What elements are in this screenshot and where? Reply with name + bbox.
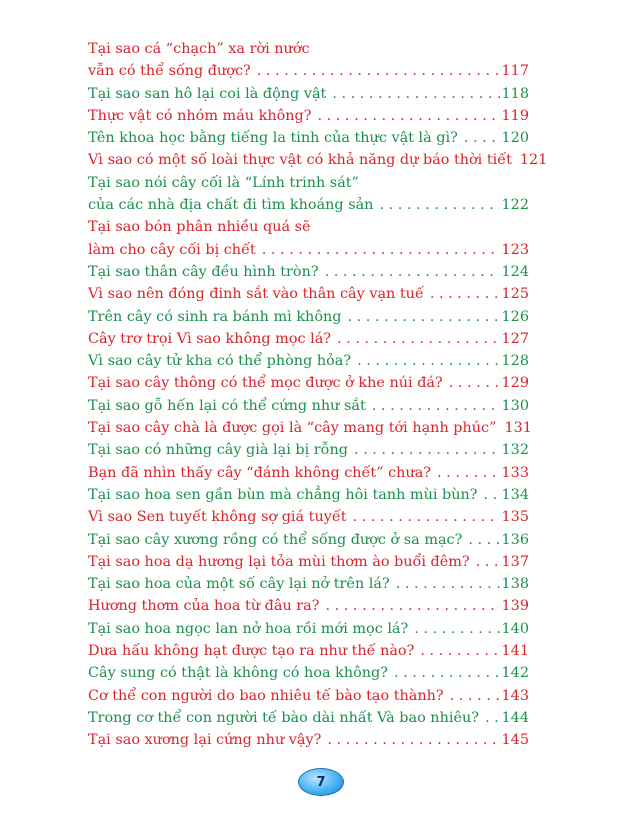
toc-entry-line <box>88 573 529 595</box>
toc-entry-title: Tại sao cá “chạch” xa rời nước <box>88 41 310 57</box>
toc-entry[interactable] <box>88 618 529 640</box>
toc-entry-title: Tại sao bón phân nhiều quá sẽ <box>88 219 311 236</box>
toc-dot-leader <box>430 283 500 305</box>
toc-entry-page: 139 <box>501 598 529 615</box>
toc-entry-title: Tại sao xương lại cứng như vậy? <box>88 732 322 749</box>
toc-entry-line <box>88 417 532 439</box>
toc-dot-leader <box>325 595 499 617</box>
toc-entry[interactable] <box>88 640 529 662</box>
toc-entry-page: 134 <box>501 486 529 503</box>
toc-entry-title: Tại sao hoa ngọc lan nở hoa rồi mới mọc lá? <box>88 620 409 637</box>
toc-entry-page: 126 <box>501 308 529 325</box>
toc-entry[interactable] <box>88 216 529 238</box>
toc-entry-line <box>88 462 529 484</box>
toc-entry-line <box>88 172 529 194</box>
toc-entry-page: 125 <box>501 286 529 303</box>
toc-entry[interactable] <box>88 60 529 82</box>
toc-entry-title: Tại sao san hô lại coi là động vật <box>88 85 327 102</box>
toc-entry[interactable] <box>88 149 548 171</box>
toc-entry-page: 138 <box>501 576 529 593</box>
toc-entry-line <box>88 306 529 328</box>
toc-entry-title: Cây sung có thật là không có hoa không? <box>88 665 388 682</box>
toc-entry[interactable] <box>88 194 529 216</box>
toc-dot-leader <box>437 462 500 484</box>
toc-dot-leader <box>317 105 499 127</box>
toc-dot-leader <box>327 729 499 751</box>
toc-entry-page: 117 <box>501 63 529 80</box>
toc-entry-title: Cơ thể con người do bao nhiêu tế bào tạo thành? <box>88 687 444 704</box>
toc-entry[interactable] <box>88 484 529 506</box>
toc-entry-line <box>88 506 529 528</box>
toc-entry-title: Tại sao hoa dạ hương lại tỏa mùi thơm ào buổi đêm? <box>88 553 470 570</box>
toc-entry[interactable] <box>88 595 529 617</box>
toc-entry-title: Cây trơ trọi Vì sao không mọc lá? <box>88 330 332 347</box>
toc-entry-page: 145 <box>501 732 529 749</box>
toc-entry-page: 144 <box>501 709 529 726</box>
toc-entry-title: Thực vật có nhóm máu không? <box>88 107 312 124</box>
toc-entry-title: vẫn có thể sống được? <box>88 63 251 80</box>
toc-dot-leader <box>332 83 499 105</box>
toc-entry[interactable] <box>88 350 529 372</box>
toc-dot-leader <box>485 707 500 729</box>
toc-entry-page: 141 <box>501 643 529 660</box>
toc-dot-leader <box>353 506 500 528</box>
toc-entry-line <box>88 60 529 82</box>
toc-entry[interactable] <box>88 662 529 684</box>
toc-entry-page: 137 <box>501 553 529 570</box>
toc-entry-line <box>88 239 529 261</box>
toc-entry[interactable] <box>88 239 529 261</box>
toc-entry-line <box>88 640 529 662</box>
toc-entry[interactable] <box>88 105 529 127</box>
toc-dot-leader <box>396 573 500 595</box>
toc-entry-page: 122 <box>501 197 529 214</box>
toc-entry-line <box>88 551 529 573</box>
toc-entry-page: 142 <box>501 665 529 682</box>
toc-entry-page: 136 <box>501 531 529 548</box>
toc-entry-line <box>88 328 529 350</box>
toc-dot-leader <box>394 662 500 684</box>
toc-entry-title: Trên cây có sinh ra bánh mì không <box>88 308 342 325</box>
toc-entry-title: Tại sao có những cây già lại bị rỗng <box>88 442 348 459</box>
toc-dot-leader <box>464 127 500 149</box>
toc-dot-leader <box>468 529 499 551</box>
toc-entry-title: làm cho cây cối bị chết <box>88 241 256 258</box>
toc-dot-leader <box>476 551 500 573</box>
toc-entry-page: 129 <box>501 375 529 392</box>
toc-entry[interactable] <box>88 529 529 551</box>
toc-entry[interactable] <box>88 283 529 305</box>
toc-entry-line <box>88 529 529 551</box>
toc-entry-title: Vì sao cây tử kha có thể phòng hỏa? <box>88 353 352 370</box>
toc-entry-title: Tên khoa học bằng tiếng la tinh của thực vật là gì? <box>88 130 458 147</box>
toc-entry-title: Tại sao hoa sen gần bùn mà chẳng hôi tanh mùi bùn? <box>88 486 478 503</box>
toc-dot-leader <box>337 328 500 350</box>
page-number-badge <box>298 768 344 796</box>
toc-entry-title: Tại sao gỗ hến lại có thể cứng như sắt <box>88 397 366 414</box>
toc-entry[interactable] <box>88 729 529 751</box>
toc-entry-title: Trong cơ thể con người tế bào dài nhất Và bao nhiêu? <box>88 709 479 726</box>
toc-entry-page: 131 <box>504 420 532 437</box>
toc-entry-title: của các nhà địa chất đi tìm khoáng sản <box>88 197 374 214</box>
toc-entry-title: Vì sao có một số loài thực vật có khả năng dự báo thời tiết <box>88 152 512 169</box>
toc-entry-page: 130 <box>501 397 529 414</box>
toc-entry-line <box>88 38 529 60</box>
toc-dot-leader <box>257 60 500 82</box>
toc-entry-page: 140 <box>501 620 529 637</box>
toc-entry[interactable] <box>88 573 529 595</box>
toc-entry-page: 120 <box>501 130 529 147</box>
toc-entry[interactable] <box>88 707 529 729</box>
toc-entry-line <box>88 261 529 283</box>
toc-entry-line <box>88 105 529 127</box>
toc-entry-page: 127 <box>501 330 529 347</box>
toc-entry[interactable] <box>88 328 529 350</box>
toc-entry-line <box>88 395 529 417</box>
page-number: 7 <box>316 774 326 790</box>
toc-entry-title: Tại sao thân cây đều hình tròn? <box>88 263 319 280</box>
toc-entry-title: Tại sao cây chà là được gọi là “cây mang tới hạnh phúc” <box>88 420 497 437</box>
toc-entry[interactable] <box>88 685 529 707</box>
toc-entry-title: Vì sao nên đóng đinh sắt vào thân cây vạn tuế <box>88 286 424 303</box>
toc-entry[interactable] <box>88 306 529 328</box>
toc-dot-leader <box>483 484 499 506</box>
toc-entry-title: Vì sao Sen tuyết không sợ giá tuyết <box>88 509 347 526</box>
toc-entry-line <box>88 729 529 751</box>
toc-dot-leader <box>420 640 499 662</box>
toc-entry-title: Dưa hấu không hạt được tạo ra như thế nào? <box>88 643 415 660</box>
toc-dot-leader <box>414 618 499 640</box>
toc-entry[interactable] <box>88 127 529 149</box>
toc-entry-line <box>88 283 529 305</box>
toc-dot-leader <box>347 306 499 328</box>
toc-entry[interactable] <box>88 439 529 461</box>
toc-entry-line <box>88 127 529 149</box>
toc-entry-title: Tại sao cây xương rồng có thể sống được ở sa mạc? <box>88 531 463 548</box>
toc-dot-leader <box>450 685 500 707</box>
toc-entry-page: 128 <box>501 353 529 370</box>
toc-entry-page: 143 <box>501 687 529 704</box>
toc-dot-leader <box>354 439 500 461</box>
toc-entry[interactable] <box>88 172 529 194</box>
toc-entry-line <box>88 484 529 506</box>
toc-dot-leader <box>357 350 499 372</box>
toc-entry-page: 132 <box>501 442 529 459</box>
toc-entry[interactable] <box>88 395 529 417</box>
toc-entry[interactable] <box>88 462 529 484</box>
toc-entry-line <box>88 83 529 105</box>
toc-entry-line <box>88 707 529 729</box>
toc-entry-page: 135 <box>501 509 529 526</box>
toc-dot-leader <box>325 261 500 283</box>
toc-entry[interactable] <box>88 506 529 528</box>
toc-entry-line <box>88 149 548 171</box>
toc-entry-title: Hương thơm của hoa từ đâu ra? <box>88 598 320 615</box>
toc-dot-leader <box>379 194 499 216</box>
toc-dot-leader <box>449 372 500 394</box>
toc-entry-page: 119 <box>501 107 529 124</box>
toc-dot-leader <box>372 395 500 417</box>
toc-entry-line <box>88 595 529 617</box>
toc-dot-leader <box>262 239 500 261</box>
toc-entry-title: Tại sao hoa của một số cây lại nở trên lá? <box>88 576 390 593</box>
toc-entry-line <box>88 194 529 216</box>
toc-entry-line <box>88 350 529 372</box>
toc-entry-line <box>88 439 529 461</box>
toc-entry[interactable] <box>88 261 529 283</box>
table-of-contents <box>88 38 548 752</box>
toc-entry-line <box>88 685 529 707</box>
toc-entry-line <box>88 662 529 684</box>
toc-entry-page: 123 <box>501 241 529 258</box>
toc-entry-title: Bạn đã nhìn thấy cây “đánh không chết” chưa? <box>88 464 432 481</box>
toc-entry-page: 118 <box>501 85 529 102</box>
toc-entry[interactable] <box>88 38 529 60</box>
toc-entry-line <box>88 372 529 394</box>
toc-entry-page: 133 <box>501 464 529 481</box>
toc-entry[interactable] <box>88 83 529 105</box>
toc-entry[interactable] <box>88 372 529 394</box>
toc-entry-title: Tại sao cây thông có thể mọc được ở khe núi đá? <box>88 375 443 392</box>
toc-entry-line <box>88 618 529 640</box>
toc-entry-title: Tại sao nói cây cối là “Lính trinh sát” <box>88 174 359 191</box>
toc-entry-page: 121 <box>519 152 548 169</box>
toc-entry-page: 124 <box>501 263 529 280</box>
toc-entry-line <box>88 216 529 238</box>
toc-entry[interactable] <box>88 417 532 439</box>
toc-entry[interactable] <box>88 551 529 573</box>
